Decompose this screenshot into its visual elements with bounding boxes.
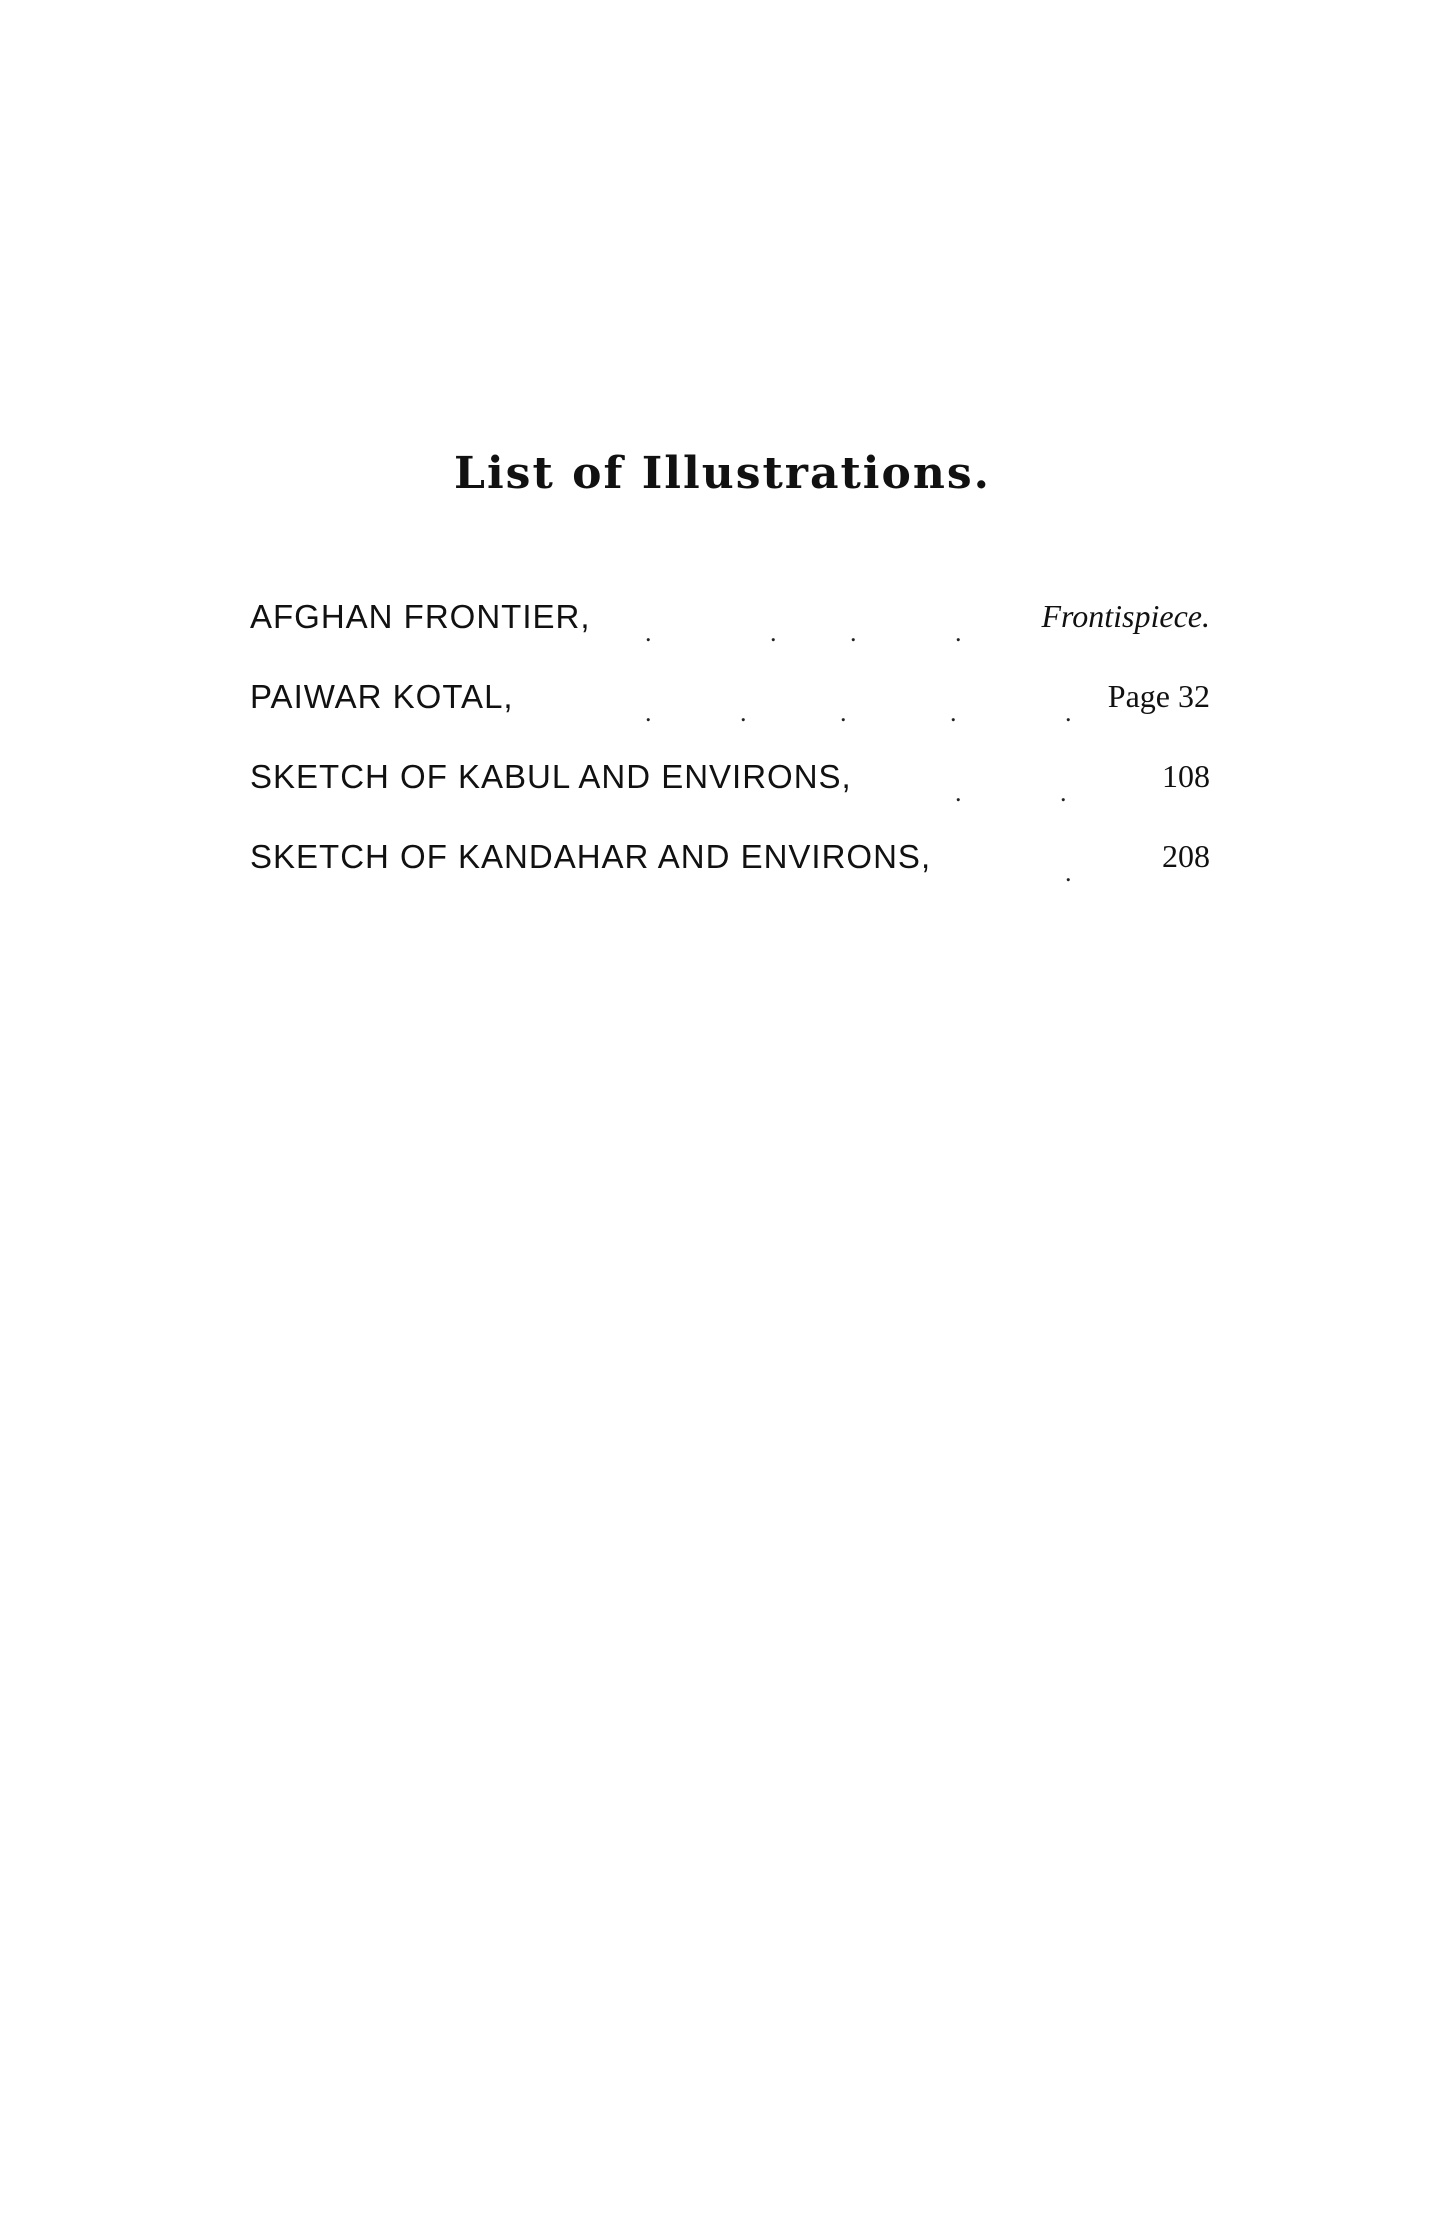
list-item — [250, 678, 1210, 758]
leader-dot: . — [740, 698, 747, 727]
entry-label: AFGHAN FRONTIER, — [250, 598, 591, 635]
leader-dot: . — [955, 618, 962, 647]
page-title: List of Illustrations. — [454, 448, 991, 499]
leader-dot: . — [645, 698, 652, 727]
leader-dot: . — [850, 618, 857, 647]
entry-label: SKETCH OF KABUL AND ENVIRONS, — [250, 758, 852, 795]
illustration-list — [250, 598, 1210, 918]
list-item — [250, 758, 1210, 838]
entry-label: PAIWAR KOTAL, — [250, 678, 514, 715]
entry-page: 208 — [1162, 838, 1210, 874]
entry-page: Frontispiece. — [1041, 598, 1210, 634]
leader-dot: . — [770, 618, 777, 647]
leader-dot: . — [1060, 778, 1067, 807]
entry-label: SKETCH OF KANDAHAR AND ENVIRONS, — [250, 838, 932, 875]
entry-page: Page 32 — [1107, 678, 1210, 714]
list-item — [250, 598, 1210, 678]
leader-dot: . — [950, 698, 957, 727]
leader-dot: . — [955, 778, 962, 807]
leader-dot: . — [1065, 858, 1072, 887]
leader-dot: . — [1065, 698, 1072, 727]
entry-page: 108 — [1162, 758, 1210, 794]
leader-dot: . — [645, 618, 652, 647]
list-item — [250, 838, 1210, 918]
leader-dot: . — [840, 698, 847, 727]
